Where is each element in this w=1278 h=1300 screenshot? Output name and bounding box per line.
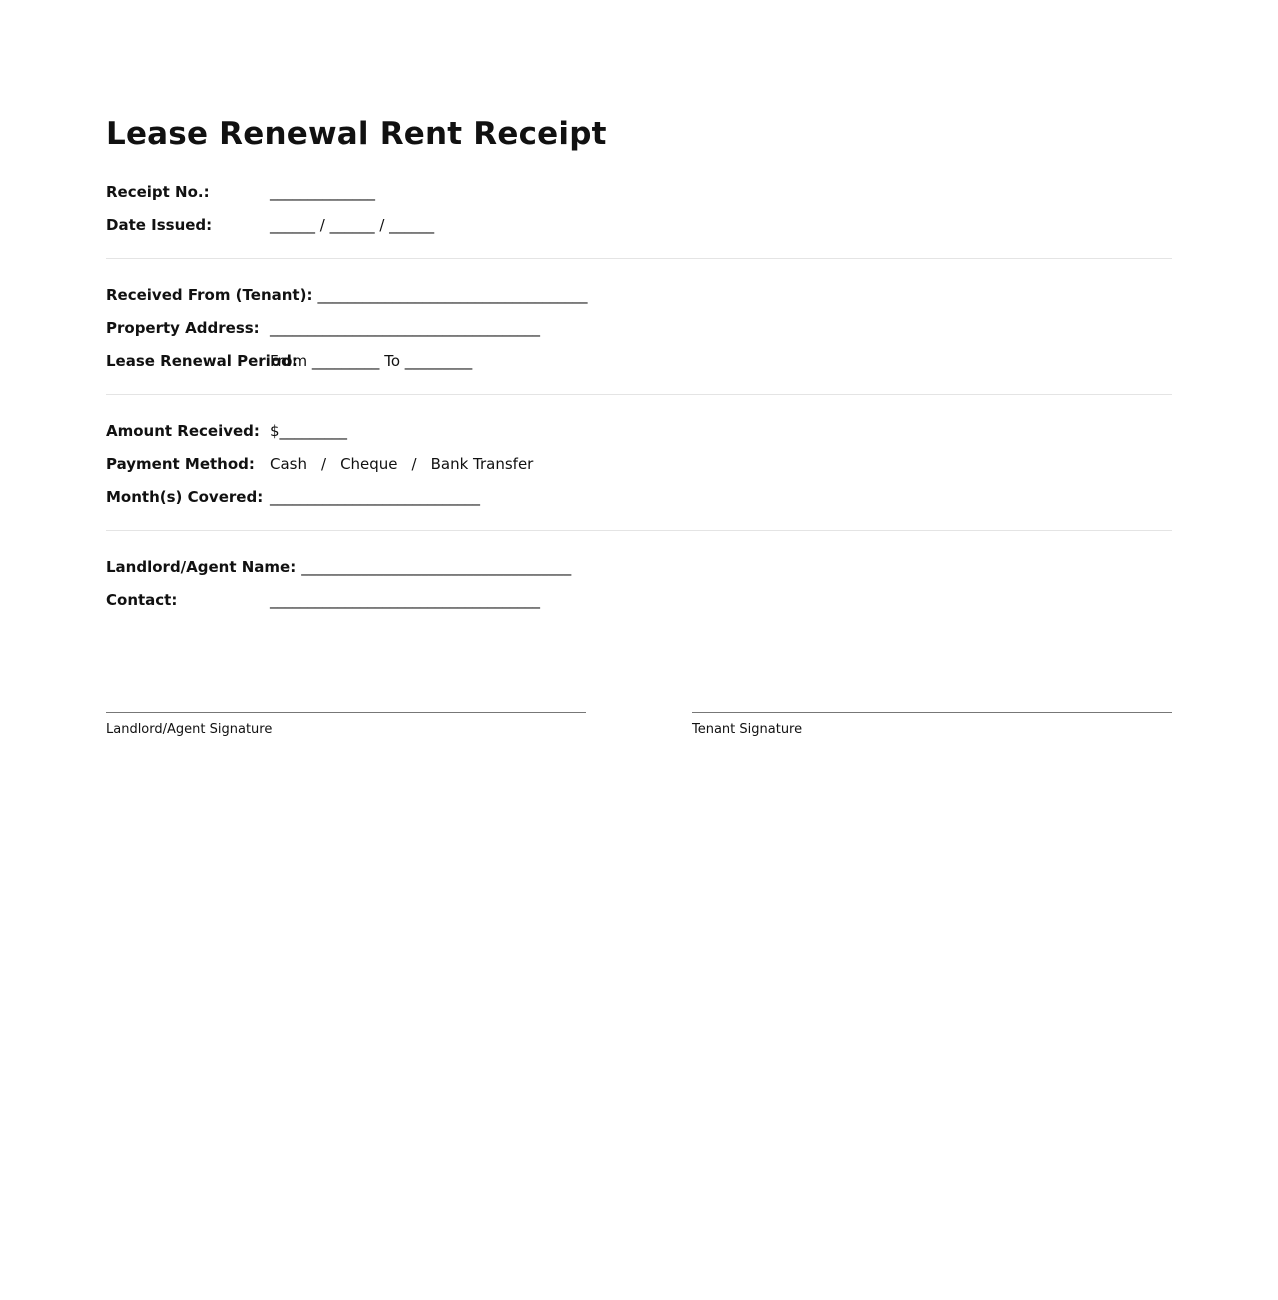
lease-period-field[interactable]: From _________ To _________ xyxy=(270,352,473,370)
contact-field[interactable]: ____________________________________ xyxy=(270,591,540,609)
months-covered-label: Month(s) Covered: xyxy=(106,488,264,506)
tenant-signature-block xyxy=(692,712,1172,739)
tenant-signature-label: Tenant Signature xyxy=(692,722,803,737)
landlord-name-row xyxy=(106,556,571,578)
landlord-signature-label: Landlord/Agent Signature xyxy=(106,722,273,737)
payment-method-label: Payment Method: xyxy=(106,455,255,473)
tenant-signature-line[interactable] xyxy=(692,712,1172,713)
received-from-field[interactable]: ____________________________________ xyxy=(317,286,588,304)
amount-received-label: Amount Received: xyxy=(106,422,260,440)
months-covered-field[interactable]: ____________________________ xyxy=(270,488,480,506)
received-from-label: Received From (Tenant): xyxy=(106,286,313,304)
date-issued-label: Date Issued: xyxy=(106,216,213,234)
landlord-name-field[interactable]: ____________________________________ xyxy=(301,558,572,576)
payment-option-cheque[interactable]: Cheque xyxy=(340,455,398,473)
payment-option-separator: / xyxy=(321,455,327,473)
lease-period-label: Lease Renewal Period: xyxy=(106,352,298,370)
payment-option-separator: / xyxy=(411,455,417,473)
received-from-row xyxy=(106,284,587,306)
contact-label: Contact: xyxy=(106,591,178,609)
property-address-label: Property Address: xyxy=(106,319,260,337)
section-divider xyxy=(106,258,1172,259)
payment-option-bank-transfer[interactable]: Bank Transfer xyxy=(430,455,534,473)
section-divider xyxy=(106,394,1172,395)
document-title: Lease Renewal Rent Receipt xyxy=(106,116,607,152)
landlord-signature-line[interactable] xyxy=(106,712,586,713)
amount-received-field[interactable]: $_________ xyxy=(270,422,348,440)
landlord-signature-block xyxy=(106,712,586,739)
property-address-field[interactable]: ____________________________________ xyxy=(270,319,540,337)
receipt-no-field[interactable]: ______________ xyxy=(270,183,375,201)
date-issued-field[interactable]: ______ / ______ / ______ xyxy=(270,216,435,234)
payment-option-cash[interactable]: Cash xyxy=(270,455,307,473)
receipt-no-label: Receipt No.: xyxy=(106,183,210,201)
landlord-name-label: Landlord/Agent Name: xyxy=(106,558,297,576)
section-divider xyxy=(106,530,1172,531)
payment-method-options xyxy=(270,453,533,475)
